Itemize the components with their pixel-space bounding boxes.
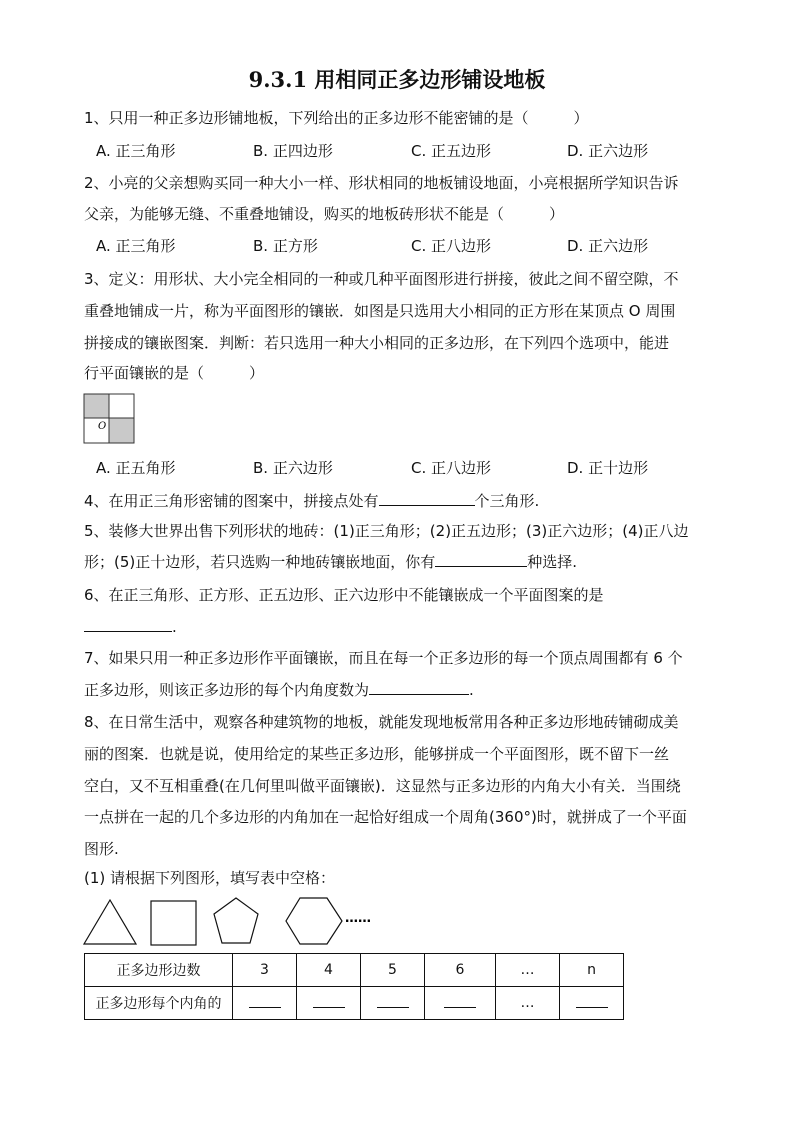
q6-text-after: .	[172, 618, 177, 636]
q4-stem	[84, 491, 539, 511]
q4-text-before: 4、在用正三角形密铺的图案中，拼接点处有	[84, 492, 379, 510]
angle-answer-blank[interactable]	[576, 995, 608, 1008]
q7-line-1: 7、如果只用一种正多边形作平面镶嵌，而且在每一个正多边形的每一个顶点周围都有 6 个	[84, 649, 683, 667]
q8-line-1: 8、在日常生活中，观察各种建筑物的地板，就能发现地板常用各种正多边形地砖铺砌成美	[84, 713, 679, 731]
q2-option-b: B. 正方形	[253, 237, 318, 255]
q8-line-4: 一点拼在一起的几个多边形的内角加在一起恰好组成一个周角(360°)时，就拼成了一个平面	[84, 808, 687, 826]
angle-answer-blank[interactable]	[377, 995, 409, 1008]
q6-line-1: 6、在正三角形、正方形、正五边形、正六边形中不能镶嵌成一个平面图案的是	[84, 586, 604, 604]
table-cell: 4	[297, 954, 361, 987]
page-title: 9.3.1 用相同正多边形铺设地板	[248, 67, 546, 92]
q1-stem: 1、只用一种正多边形铺地板，下列给出的正多边形不能密铺的是（ ）	[84, 109, 589, 127]
q4-text-after: 个三角形.	[474, 492, 540, 510]
table-cell: …	[496, 987, 560, 1020]
q7-line-2	[84, 680, 474, 700]
q8-line-3: 空白，又不互相重叠(在几何里叫做平面镶嵌)．这显然与正多边形的内角大小有关．当围绕	[84, 777, 681, 795]
q8-line-2: 丽的图案．也就是说，使用给定的某些正多边形，能够拼成一个平面图形，既不留下一丝	[84, 745, 670, 763]
square-tiling-figure	[83, 393, 137, 445]
pentagon-shape	[214, 898, 258, 943]
q3-option-d: D. 正十边形	[567, 459, 649, 477]
q2-option-c: C. 正八边形	[411, 237, 492, 255]
polygon-angle-table	[84, 953, 624, 1020]
q2-line-1: 2、小亮的父亲想购买同一种大小一样、形状相同的地板铺设地面，小亮根据所学知识告诉	[84, 174, 679, 192]
q5-text-before: 形；(5)正十边形，若只选购一种地砖镶嵌地面，你有	[84, 553, 436, 571]
square-shape	[151, 901, 196, 945]
triangle-shape	[84, 900, 136, 944]
table-cell	[233, 987, 297, 1020]
q2-option-a: A. 正三角形	[96, 237, 176, 255]
q5-answer-blank[interactable]	[435, 552, 527, 567]
q3-option-a: A. 正五角形	[96, 459, 176, 477]
q3-line-4: 行平面镶嵌的是（ ）	[84, 364, 265, 382]
q1-option-d: D. 正六边形	[567, 142, 649, 160]
shapes-ellipsis: ……	[345, 911, 371, 926]
q7-text-after: .	[469, 681, 474, 699]
table-cell	[361, 987, 425, 1020]
q1-option-b: B. 正四边形	[253, 142, 333, 160]
table-cell	[425, 987, 496, 1020]
tile-top-left-shaded	[84, 394, 109, 418]
q3-line-3: 拼接成的镶嵌图案．判断：若只选用一种大小相同的正多边形，在下列四个选项中，能进	[84, 334, 670, 352]
table-cell: 5	[361, 954, 425, 987]
tile-bottom-right-shaded	[109, 418, 134, 443]
hexagon-shape	[286, 898, 342, 944]
q8-line-5: 图形.	[84, 840, 119, 858]
table-cell: …	[496, 954, 560, 987]
tile-top-right	[109, 394, 134, 418]
angle-answer-blank[interactable]	[313, 995, 345, 1008]
vertex-o-label: O	[98, 421, 107, 432]
q2-line-2: 父亲，为能够无缝、不重叠地铺设，购买的地板砖形状不能是（ ）	[84, 205, 565, 223]
table-cell: n	[560, 954, 624, 987]
q7-answer-blank[interactable]	[369, 680, 469, 695]
table-header-sides: 正多边形边数	[85, 954, 233, 987]
q3-line-2: 重叠地铺成一片，称为平面图形的镶嵌．如图是只选用大小相同的正方形在某顶点 O 周围	[84, 302, 676, 320]
q6-line-2	[84, 617, 177, 637]
q5-text-after: 种选择.	[527, 553, 578, 571]
table-row-sides	[85, 954, 624, 987]
q6-answer-blank[interactable]	[84, 617, 172, 632]
q3-option-c: C. 正八边形	[411, 459, 492, 477]
table-cell: 3	[233, 954, 297, 987]
q1-option-a: A. 正三角形	[96, 142, 176, 160]
angle-answer-blank[interactable]	[249, 995, 281, 1008]
table-header-angle: 正多边形每个内角的	[85, 987, 233, 1020]
table-row-angles	[85, 987, 624, 1020]
q3-line-1: 3、定义：用形状、大小完全相同的一种或几种平面图形进行拼接，彼此之间不留空隙，不	[84, 270, 679, 288]
q8-sub-question-1: (1) 请根据下列图形，填写表中空格：	[84, 869, 336, 887]
q4-answer-blank[interactable]	[379, 491, 475, 506]
table-cell	[297, 987, 361, 1020]
table-cell	[560, 987, 624, 1020]
q2-option-d: D. 正六边形	[567, 237, 649, 255]
q7-text-before: 正多边形，则该正多边形的每个内角度数为	[84, 681, 370, 699]
q3-option-b: B. 正六边形	[253, 459, 333, 477]
table-cell: 6	[425, 954, 496, 987]
q1-option-c: C. 正五边形	[411, 142, 492, 160]
angle-answer-blank[interactable]	[444, 995, 476, 1008]
q5-line-1: 5、装修大世界出售下列形状的地砖：(1)正三角形；(2)正五边形；(3)正六边形；(4)正八边	[84, 522, 689, 540]
polygon-figures	[82, 896, 382, 950]
q5-line-2	[84, 552, 577, 572]
